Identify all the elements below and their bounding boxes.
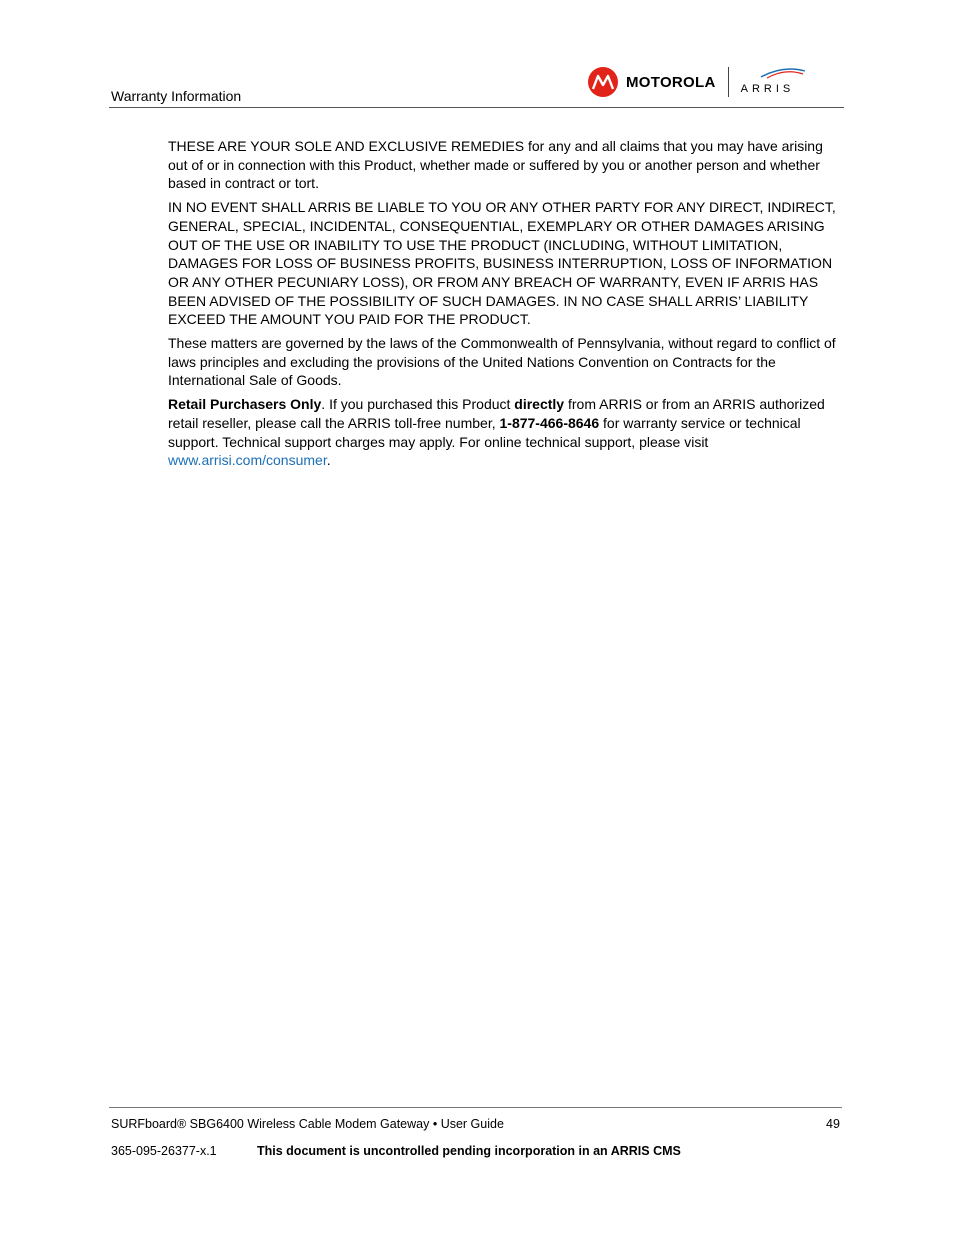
logo-divider (728, 67, 729, 97)
paragraph-liability: IN NO EVENT SHALL ARRIS BE LIABLE TO YOU OR ANY OTHER PARTY FOR ANY DIRECT, INDIRECT, GENERAL, SPECIAL, INCIDENTAL, CONSEQUENTIAL, EXEMPLARY OR OTHER DAMAGES ARISING OUT OF THE USE OR INABILITY TO USE THE PRODUCT (INCLUDING, WITHOUT LIMITATION, DAMAGES FOR LOSS OF BUSINESS PROFITS, BUSINESS INTERRUPTION, LOSS OF INFORMATION OR ANY OTHER PECUNIARY LOSS), OR FROM ANY BREACH OF WARRANTY, EVEN IF ARRIS HAS BEEN ADVISED OF THE POSSIBILITY OF SUCH DAMAGES. IN NO CASE SHALL ARRIS’ LIABILITY EXCEED THE AMOUNT YOU PAID FOR THE PRODUCT. (168, 199, 836, 328)
retail-text-4: . (326, 452, 331, 469)
motorola-wordmark: MOTOROLA (626, 73, 716, 91)
arris-logo (741, 67, 811, 97)
support-website-link[interactable]: www.arrisi.com/consumer (168, 452, 327, 469)
document-number: 365-095-26377-x.1 (111, 1144, 217, 1158)
arris-arc-icon (759, 67, 807, 79)
retail-text-1: . If you purchased this Product (321, 396, 515, 413)
retail-heading: Retail Purchasers Only (168, 396, 322, 413)
motorola-batwing-icon (588, 67, 618, 97)
paragraph-remedies: THESE ARE YOUR SOLE AND EXCLUSIVE REMEDIES for any and all claims that you may have arising out of or in connection with this Product, whether made or suffered by you or another person and whether based in contract or tort. (168, 138, 823, 192)
directly-emphasis: directly (514, 396, 565, 413)
section-title: Warranty Information (111, 88, 242, 104)
footer-document-title: SURFboard® SBG6400 Wireless Cable Modem Gateway • User Guide (111, 1117, 504, 1131)
footer-rule (109, 1107, 842, 1108)
paragraph-governing-law: These matters are governed by the laws of the Commonwealth of Pennsylvania, without regard to conflict of laws principles and excluding the provisions of the United Nations Convention on Contracts for the International Sale of Goods. (168, 335, 836, 389)
page-number: 49 (826, 1117, 840, 1131)
retail-text-3: for warranty service or technical support. Technical support charges may apply. For online technical support, please visit (168, 414, 801, 450)
document-body (168, 137, 840, 475)
arris-wordmark: ARRIS (740, 83, 795, 95)
paragraph-retail-purchasers (168, 395, 840, 470)
brand-logo (588, 64, 811, 100)
support-phone-number: 1-877-466-8646 (499, 414, 600, 431)
retail-text-2: from ARRIS or from an ARRIS authorized retail reseller, please call the ARRIS toll-free number, (168, 396, 825, 431)
header-rule (109, 107, 844, 108)
control-notice: This document is uncontrolled pending incorporation in an ARRIS CMS (257, 1144, 681, 1158)
